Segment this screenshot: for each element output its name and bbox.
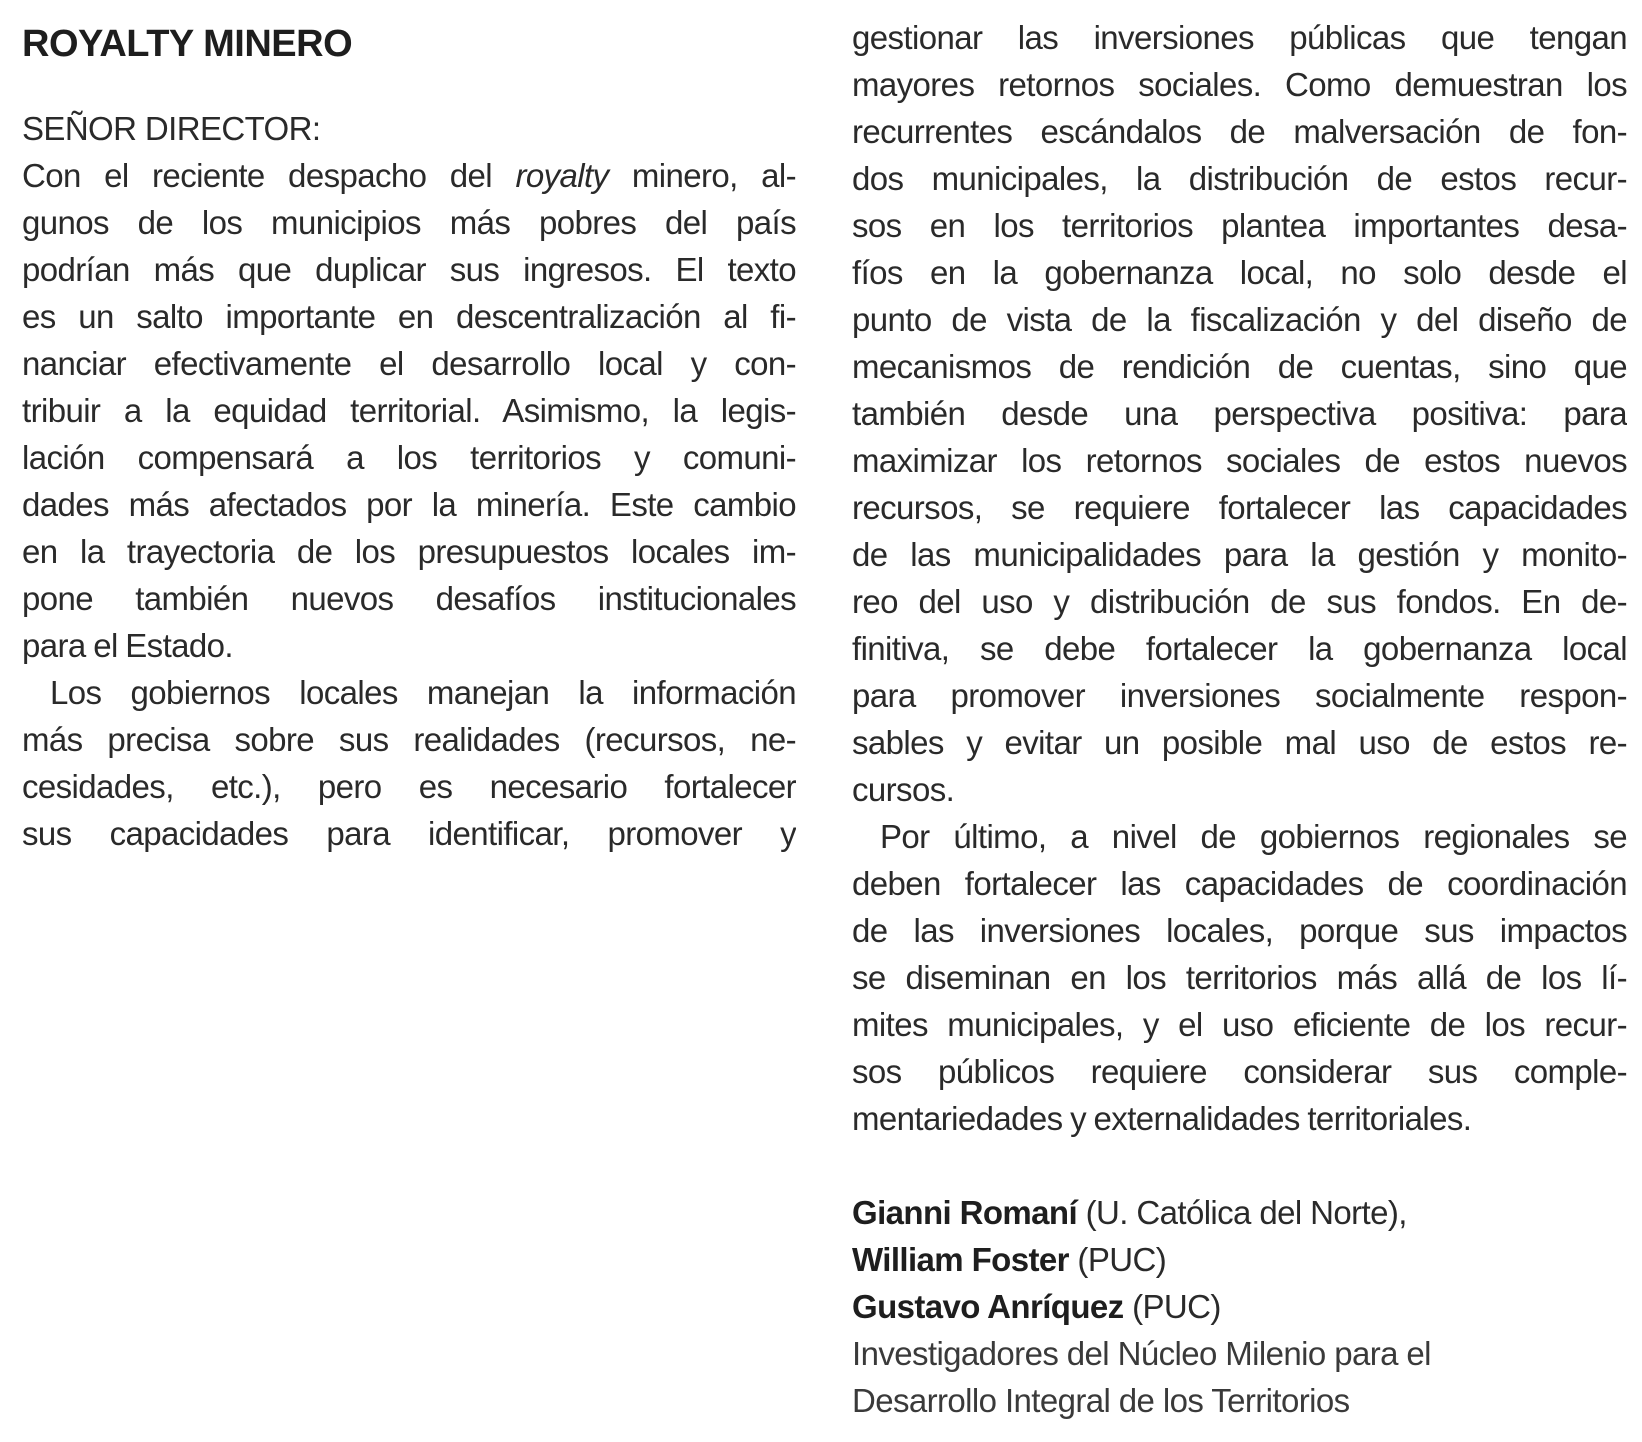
paragraph-line: sos en los territorios plantea importantes desa- xyxy=(852,207,1627,244)
italic-term: royalty xyxy=(515,157,609,194)
paragraph-line: lación compensará a los territorios y comuni- xyxy=(22,439,796,476)
paragraph-line: pone también nuevos desafíos institucionales xyxy=(22,580,796,617)
paragraph-line: de las inversiones locales, porque sus impactos xyxy=(852,912,1627,949)
paragraph-line: gestionar las inversiones públicas que tengan xyxy=(852,19,1627,56)
author-affiliation: (U. Católica del Norte), xyxy=(1077,1194,1407,1231)
paragraph-line: sables y evitar un posible mal uso de estos re- xyxy=(852,724,1627,761)
left-column xyxy=(22,0,796,857)
paragraph-line: cursos. xyxy=(852,771,955,808)
paragraph-line: mites municipales, y el uso eficiente de los recur- xyxy=(852,1006,1627,1043)
author-affiliation: (PUC) xyxy=(1123,1288,1221,1325)
paragraph-line: fíos en la gobernanza local, no solo desde el xyxy=(852,254,1627,291)
paragraph-line: de las municipalidades para la gestión y monito- xyxy=(852,536,1627,573)
signature-line xyxy=(852,1236,1627,1283)
paragraph-line: maximizar los retornos sociales de estos nuevos xyxy=(852,442,1627,479)
paragraph-line: se diseminan en los territorios más allá de los lí- xyxy=(852,959,1627,996)
signature-block xyxy=(852,1189,1627,1424)
paragraph-line: recurrentes escándalos de malversación de fon- xyxy=(852,113,1627,150)
paragraph-line: mayores retornos sociales. Como demuestran los xyxy=(852,66,1627,103)
text-run: Con el reciente despacho del xyxy=(22,157,516,194)
paragraph-line: deben fortalecer las capacidades de coordinación xyxy=(852,865,1627,902)
paragraph-line: en la trayectoria de los presupuestos locales im- xyxy=(22,533,796,570)
paragraph-1 xyxy=(22,152,796,669)
author-name: William Foster xyxy=(852,1241,1069,1278)
paragraph-line: recursos, se requiere fortalecer las capacidades xyxy=(852,489,1627,526)
paragraph-line: sos públicos requiere considerar sus comple- xyxy=(852,1053,1627,1090)
paragraph-line: gunos de los municipios más pobres del país xyxy=(22,204,796,241)
paragraph-line: para el Estado. xyxy=(22,627,233,664)
paragraph-2-continued xyxy=(852,14,1627,813)
paragraph-line: también desde una perspectiva positiva: para xyxy=(852,395,1627,432)
paragraph-line: para promover inversiones socialmente respon- xyxy=(852,677,1627,714)
author-name: Gianni Romaní xyxy=(852,1194,1078,1231)
signature-line xyxy=(852,1189,1627,1236)
paragraph-line: Por último, a nivel de gobiernos regionales se xyxy=(880,818,1627,855)
paragraph-line: más precisa sobre sus realidades (recursos, ne- xyxy=(22,721,796,758)
paragraph-line: punto de vista de la fiscalización y del diseño de xyxy=(852,301,1627,338)
paragraph-line: mentariedades y externalidades territoriales. xyxy=(852,1100,1472,1137)
paragraph-line: Los gobiernos locales manejan la información xyxy=(50,674,796,711)
paragraph-line: dades más afectados por la minería. Este cambio xyxy=(22,486,796,523)
paragraph-line: cesidades, etc.), pero es necesario fortalecer xyxy=(22,768,796,805)
paragraph-line: mecanismos de rendición de cuentas, sino que xyxy=(852,348,1627,385)
paragraph-line: dos municipales, la distribución de estos recur- xyxy=(852,160,1627,197)
affiliation-note-line: Desarrollo Integral de los Territorios xyxy=(852,1382,1350,1419)
right-column xyxy=(852,0,1627,1424)
paragraph-line: es un salto importante en descentralización al fi- xyxy=(22,298,796,335)
affiliation-note-line: Investigadores del Núcleo Milenio para el xyxy=(852,1335,1431,1372)
paragraph-line xyxy=(22,152,796,199)
author-name: Gustavo Anríquez xyxy=(852,1288,1124,1325)
paragraph-line: reo del uso y distribución de sus fondos. En de- xyxy=(852,583,1627,620)
salutation: SEÑOR DIRECTOR: xyxy=(22,110,321,147)
text-run: minero, al- xyxy=(608,157,796,194)
paragraph-2-start xyxy=(22,669,796,857)
paragraph-line: podrían más que duplicar sus ingresos. El texto xyxy=(22,251,796,288)
paragraph-3 xyxy=(852,813,1627,1142)
paragraph-line: sus capacidades para identificar, promover y xyxy=(22,815,796,852)
author-affiliation: (PUC) xyxy=(1068,1241,1167,1278)
paragraph-line: finitiva, se debe fortalecer la gobernanza local xyxy=(852,630,1627,667)
paragraph-line: tribuir a la equidad territorial. Asimismo, la legis- xyxy=(22,392,796,429)
headline: ROYALTY MINERO xyxy=(22,23,353,65)
signature-line xyxy=(852,1283,1627,1330)
paragraph-line: nanciar efectivamente el desarrollo local y con- xyxy=(22,345,796,382)
